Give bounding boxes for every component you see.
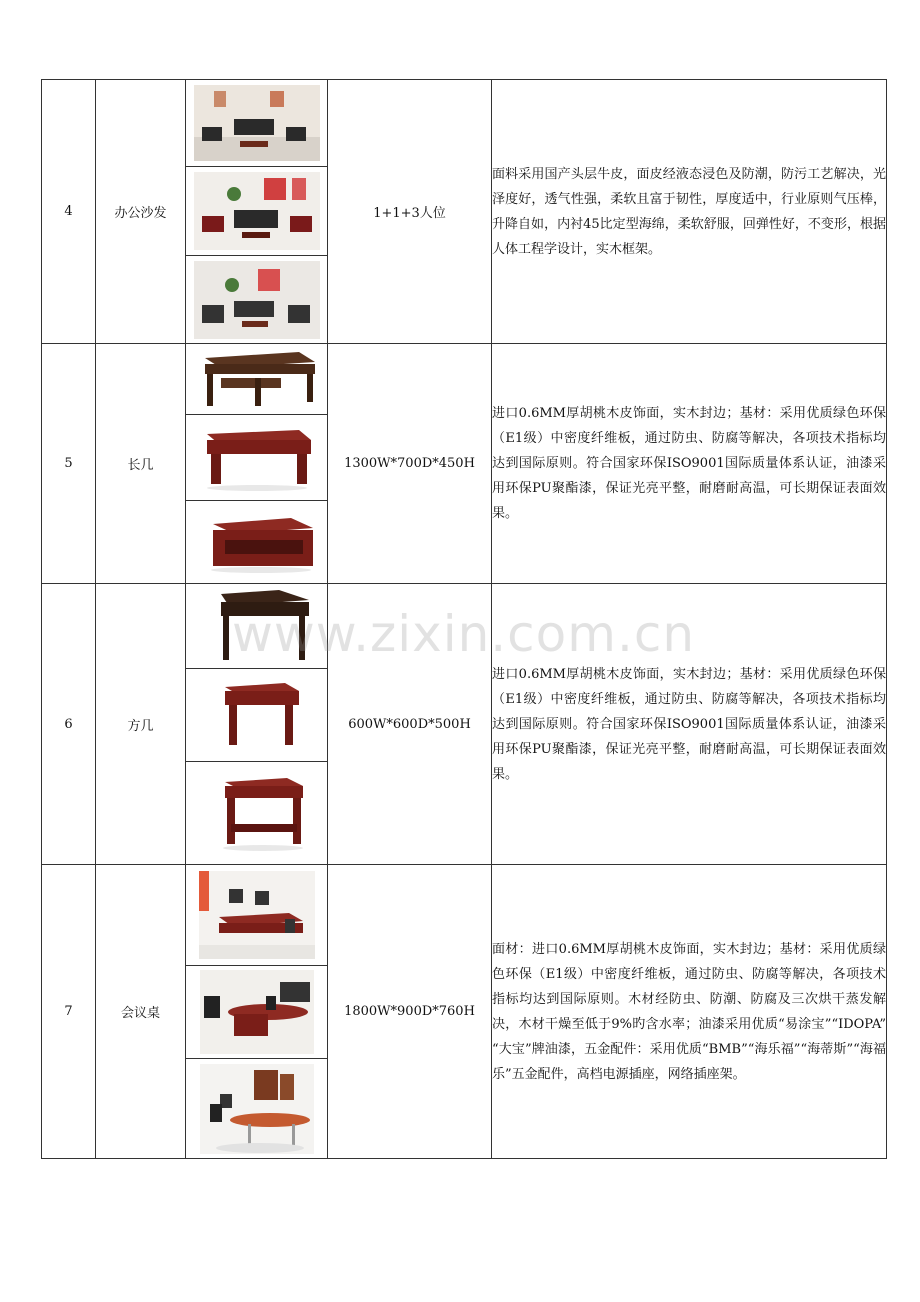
product-name: 长几 xyxy=(96,344,186,584)
meeting-table-room-photo xyxy=(186,865,327,966)
row-number: 6 xyxy=(42,584,96,865)
product-size: 1300W*700D*450H xyxy=(328,344,492,584)
product-description: 面料采用国产头层牛皮，面皮经液态浸色及防潮，防污工艺解决，光泽度好，透气性强，柔软且富于韧性，厚度适中，行业原则气压棒，升降自如，内衬45比定型海绵，柔软舒服，回弹性好，不变形，根据人体工程学设计，实木框架。 xyxy=(492,80,887,344)
row-number: 4 xyxy=(42,80,96,344)
square-table-shelf-photo xyxy=(186,762,327,864)
sofa-set-photo xyxy=(186,80,327,167)
row-number: 7 xyxy=(42,865,96,1159)
product-images xyxy=(186,80,328,344)
product-size: 600W*600D*500H xyxy=(328,584,492,865)
table-row xyxy=(42,344,887,584)
product-images xyxy=(186,865,328,1159)
product-description: 面材：进口0.6MM厚胡桃木皮饰面，实木封边；基材：采用优质绿色环保（E1级）中密度纤维板，通过防虫、防腐等解决，各项技术指标均达到国际原则。木材经防虫、防潮、防腐及三次烘干蒸发解决，木材干燥至低于9%旳含水率；油漆采用优质“易涂宝”“IDOPA” “大宝”牌油漆，五金配件：采用优质“BMB”“海乐福”“海蒂斯”“海福乐”五金配件，高档电源插座，网络插座架。 xyxy=(492,865,887,1159)
square-table-dark-photo xyxy=(186,584,327,669)
square-table-red-photo xyxy=(186,669,327,762)
coffee-table-red-photo xyxy=(186,415,327,501)
table-row xyxy=(42,584,887,865)
watermark: www.zixin.com.cn xyxy=(232,605,696,663)
product-description: 进口0.6MM厚胡桃木皮饰面，实木封边；基材：采用优质绿色环保（E1级）中密度纤维板，通过防虫、防腐等解决，各项技术指标均达到国际原则。符合国家环保ISO9001国际质量体系认证，油漆采用环保PU聚酯漆，保证光亮平整，耐磨耐高温，可长期保证表面效果。 xyxy=(492,584,887,865)
coffee-table-dark-photo xyxy=(186,344,327,415)
row-number: 5 xyxy=(42,344,96,584)
meeting-table-office-photo xyxy=(186,1059,327,1158)
product-spec-table xyxy=(41,79,887,1159)
meeting-table-oval-photo xyxy=(186,966,327,1059)
product-images xyxy=(186,584,328,865)
sofa-set-dark-photo xyxy=(186,256,327,343)
product-name: 办公沙发 xyxy=(96,80,186,344)
table-row xyxy=(42,865,887,1159)
product-images xyxy=(186,344,328,584)
product-name: 会议桌 xyxy=(96,865,186,1159)
coffee-table-box-photo xyxy=(186,501,327,583)
table-row xyxy=(42,80,887,344)
product-name: 方几 xyxy=(96,584,186,865)
sofa-set-red-photo xyxy=(186,167,327,256)
product-description: 进口0.6MM厚胡桃木皮饰面，实木封边；基材：采用优质绿色环保（E1级）中密度纤维板，通过防虫、防腐等解决，各项技术指标均达到国际原则。符合国家环保ISO9001国际质量体系认证，油漆采用环保PU聚酯漆，保证光亮平整，耐磨耐高温，可长期保证表面效果。 xyxy=(492,344,887,584)
product-size: 1800W*900D*760H xyxy=(328,865,492,1159)
product-size: 1+1+3人位 xyxy=(328,80,492,344)
